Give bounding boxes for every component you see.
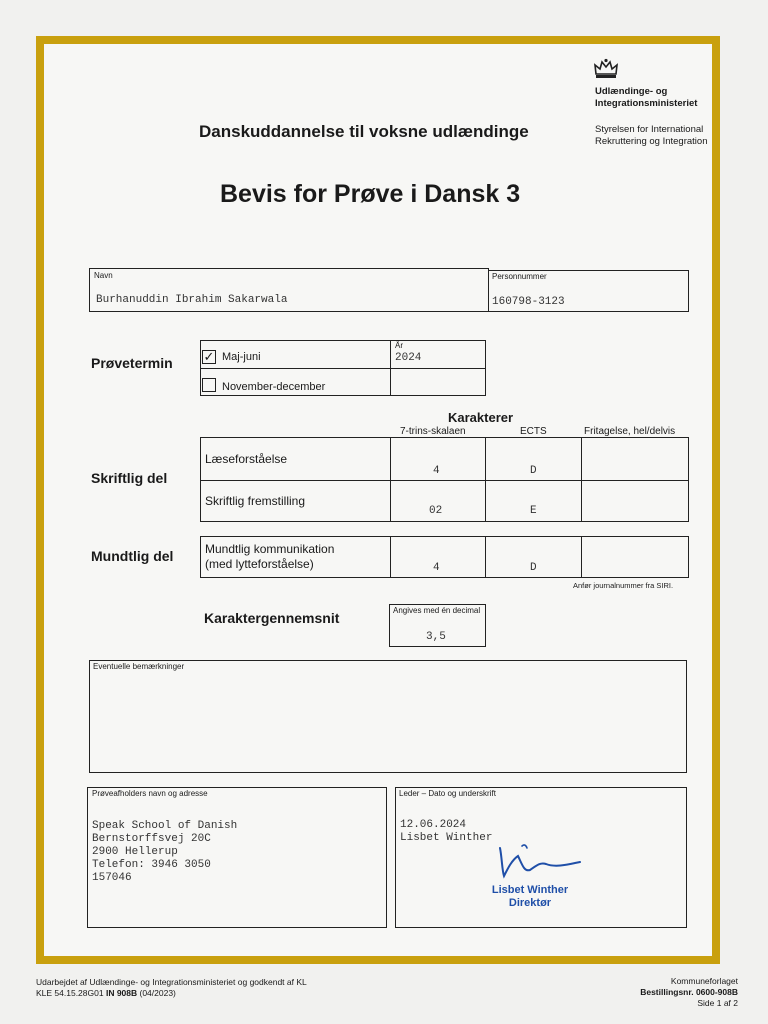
grades-col-exemption: Fritagelse, hel/delvis <box>584 426 676 437</box>
signature-stamp: Lisbet Winther Direktør <box>491 884 569 909</box>
written-label: Skriftlig del <box>91 470 168 486</box>
reading-scale: 4 <box>433 465 440 477</box>
document-title: Bevis for Prøve i Dansk 3 <box>220 180 521 208</box>
ministry-name: Udlændinge- og Integrationsministeriet <box>595 86 698 109</box>
subject-reading: Læseforståelse <box>205 452 288 466</box>
footer-left: Udarbejdet af Udlændinge- og Integrationsministeriet og godkendt af KL KLE 54.15.28G01 IN 908B (04/2023) <box>36 977 307 998</box>
option-may-june: Maj-juni <box>222 351 261 363</box>
agency-name: Styrelsen for International Rekruttering og Integration <box>595 124 708 147</box>
cpr-field: Personnummer 160798-3123 <box>488 270 689 312</box>
option-nov-dec: November-december <box>222 381 326 393</box>
written-grades-table <box>200 437 689 522</box>
oral-label: Mundtlig del <box>91 548 174 564</box>
oral-ects: D <box>530 562 537 574</box>
name-field: Navn Burhanuddin Ibrahim Sakarwala <box>89 268 489 312</box>
writing-ects: E <box>530 505 537 517</box>
checkbox-may-june: ✓ <box>203 349 215 364</box>
remarks-box: Eventuelle bemærkninger <box>89 660 687 773</box>
leader-box: Leder – Dato og underskrift 12.06.2024 Lisbet Winther Lisbet Winther Direktør <box>395 787 687 928</box>
provider-address: Speak School of Danish Bernstorffsvej 20C 2900 Hellerup Telefon: 3946 3050 157046 <box>92 820 238 884</box>
crown-logo-icon <box>593 58 619 80</box>
term-label: Prøvetermin <box>91 355 173 371</box>
average-label: Karaktergennemsnit <box>204 610 340 626</box>
average-box: Angives med én decimal 3,5 <box>389 604 486 647</box>
year-value: 2024 <box>395 352 422 364</box>
average-value: 3,5 <box>426 631 446 643</box>
footer-right: Kommuneforlaget Bestillingsnr. 0600-908B Side 1 af 2 <box>640 976 738 1008</box>
signature-icon <box>494 840 594 880</box>
reading-ects: D <box>530 465 537 477</box>
grades-col-ects: ECTS <box>520 426 547 437</box>
subject-writing: Skriftlig fremstilling <box>205 494 306 508</box>
grades-heading: Karakterer <box>448 410 514 425</box>
provider-box: Prøveafholders navn og adresse Speak School of Danish Bernstorffsvej 20C 2900 Hellerup Telefon: 3946 3050 157046 <box>87 787 387 928</box>
subject-oral: Mundtlig kommunikation (med lytteforståelse) <box>205 542 335 571</box>
grades-col-scale: 7-trins-skalaen <box>400 426 466 437</box>
siri-note: Anfør journalnummer fra SIRI. <box>573 581 674 590</box>
checkbox-nov-dec <box>202 378 216 392</box>
term-options-box: År 2024 <box>200 340 486 396</box>
oral-scale: 4 <box>433 562 440 574</box>
leader-date-name: 12.06.2024 Lisbet Winther <box>400 819 493 844</box>
writing-scale: 02 <box>429 505 443 517</box>
oral-grades-table <box>200 536 689 578</box>
document-subtitle: Danskuddannelse til voksne udlændinge <box>199 122 529 141</box>
